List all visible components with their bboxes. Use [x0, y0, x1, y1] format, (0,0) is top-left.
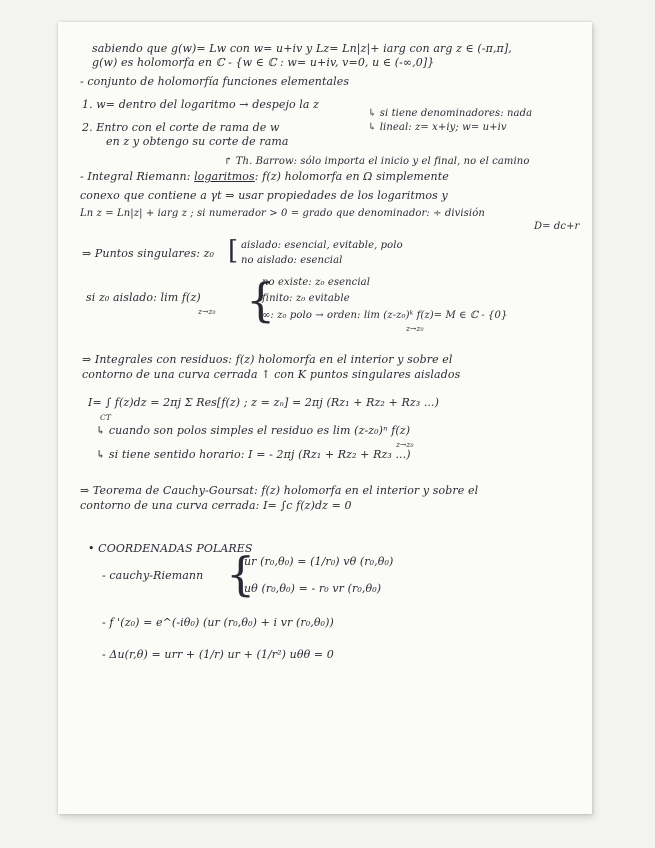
- note-underlined-text: logaritmos: [194, 170, 255, 183]
- limit-subscript: z→z₀: [406, 324, 424, 333]
- note-annotation: ↱ Th. Barrow: sólo importa el inicio y el final, no el camino: [224, 156, 530, 167]
- note-annotation: D= dc+r: [534, 221, 580, 232]
- note-branch: finito: z₀ evitable: [262, 293, 350, 304]
- note-branch: no existe: z₀ esencial: [262, 277, 371, 288]
- note-line: [80, 170, 449, 183]
- note-line: si z₀ aislado: lim f(z): [86, 291, 201, 304]
- note-item: 2. Entro con el corte de rama de w: [82, 121, 280, 134]
- note-line: ⇒ Teorema de Cauchy-Goursat: f(z) holomorfa en el interior y sobre el: [80, 484, 479, 497]
- note-line: ⇒ Puntos singulares: z₀: [82, 247, 215, 260]
- note-line: ⇒ Integrales con residuos: f(z) holomorfa en el interior y sobre el: [82, 353, 453, 366]
- brace-symbol: [: [228, 236, 239, 266]
- note-line: contorno de una curva cerrada: I= ∫c f(z)dz = 0: [80, 499, 352, 512]
- note-line: g(w) es holomorfa en ℂ - {w ∈ ℂ : w= u+iv, v=0, u ∈ (-∞,0]}: [92, 56, 435, 69]
- note-branch: aislado: esencial, evitable, polo: [241, 240, 403, 251]
- note-text: : f(z) holomorfa en Ω simplemente: [254, 170, 449, 183]
- formula: ur (r₀,θ₀) = (1/r₀) vθ (r₀,θ₀): [244, 555, 394, 568]
- notebook-page: [58, 22, 592, 814]
- formula: - Δu(r,θ) = urr + (1/r) ur + (1/r²) uθθ = 0: [102, 648, 334, 661]
- note-annotation: ↳ lineal: z= x+iy; w= u+iv: [368, 122, 507, 133]
- limit-subscript: z→z₀: [198, 307, 216, 316]
- note-branch: ∞: z₀ polo → orden: lim (z-z₀)ᵏ f(z)= M ∈ ℂ - {0}: [262, 310, 508, 321]
- formula: - f '(z₀) = e^(-iθ₀) (ur (r₀,θ₀) + i vr (r₀,θ₀)): [102, 616, 334, 629]
- note-line: sabiendo que g(w)= Lw con w= u+iv y Lz= Ln|z|+ iarg con arg z ∈ (-π,π],: [92, 42, 512, 55]
- note-item: en z y obtengo su corte de rama: [106, 135, 289, 148]
- formula: I= ∫ f(z)dz = 2πj Σ Res[f(z) ; z = zₙ] = 2πj (Rz₁ + Rz₂ + Rz₃ ...): [88, 396, 440, 409]
- note-line: Ln z = Ln|z| + iarg z ; si numerador > 0 = grado que denominador: ÷ división: [80, 208, 485, 219]
- formula: uθ (r₀,θ₀) = - r₀ vr (r₀,θ₀): [244, 582, 382, 595]
- section-title: • COORDENADAS POLARES: [88, 542, 253, 555]
- note-item: 1. w= dentro del logaritmo → despejo la z: [82, 98, 320, 111]
- brace-symbol: {: [246, 273, 276, 327]
- note-line: contorno de una curva cerrada ↑ con K puntos singulares aislados: [82, 368, 461, 381]
- note-line: - conjunto de holomorfía funciones elementales: [80, 75, 350, 88]
- note-case: ↳ cuando son polos simples el residuo es lim (z-z₀)ⁿ f(z): [96, 424, 411, 437]
- note-line: - cauchy-Riemann: [102, 569, 204, 582]
- brace-symbol: {: [226, 547, 256, 601]
- note-text: - Integral Riemann:: [80, 170, 191, 183]
- limit-subscript: z→z₀: [396, 440, 414, 449]
- note-annotation: ↳ si tiene denominadores: nada: [368, 108, 533, 119]
- note-case: ↳ si tiene sentido horario: I = - 2πj (Rz₁ + Rz₂ + Rz₃ ...): [96, 448, 411, 461]
- integral-subscript: CT: [100, 413, 111, 422]
- note-branch: no aislado: esencial: [241, 255, 343, 266]
- note-line: conexo que contiene a γt ⇒ usar propiedades de los logaritmos y: [80, 189, 448, 202]
